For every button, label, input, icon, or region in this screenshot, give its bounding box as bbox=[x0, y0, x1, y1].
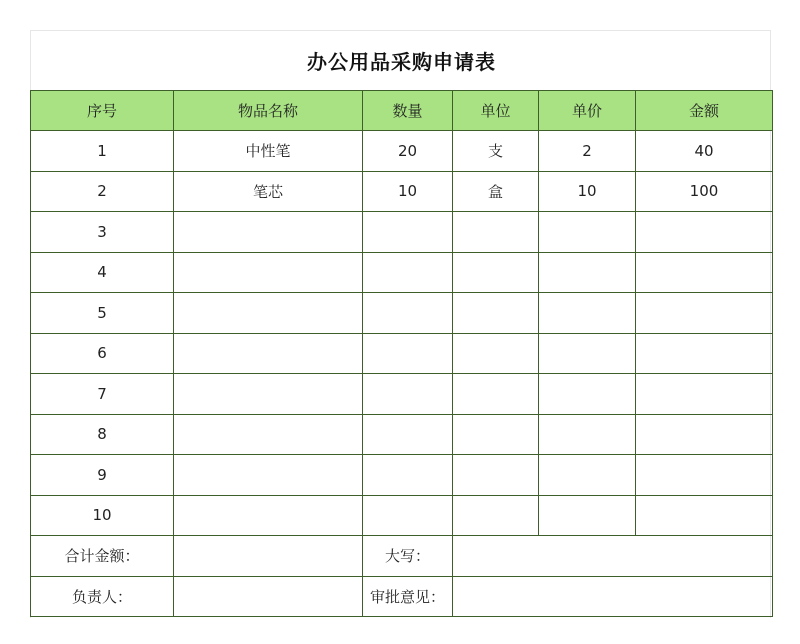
quantity-cell[interactable] bbox=[363, 495, 453, 536]
unit-cell[interactable] bbox=[453, 252, 539, 293]
uppercase-amount-cell[interactable] bbox=[453, 536, 773, 577]
header-item-name: 物品名称 bbox=[174, 91, 363, 131]
table-row bbox=[31, 414, 773, 455]
row-number-cell: 7 bbox=[31, 374, 174, 415]
amount-cell[interactable] bbox=[636, 212, 773, 253]
amount-cell[interactable] bbox=[636, 495, 773, 536]
quantity-cell[interactable] bbox=[363, 293, 453, 334]
unit-cell[interactable] bbox=[453, 414, 539, 455]
item-name-cell[interactable]: 笔芯 bbox=[174, 171, 363, 212]
unit-cell[interactable] bbox=[453, 495, 539, 536]
header-unit: 单位 bbox=[453, 91, 539, 131]
table-row bbox=[31, 333, 773, 374]
unit-price-cell[interactable]: 2 bbox=[539, 131, 636, 172]
unit-price-cell[interactable] bbox=[539, 252, 636, 293]
unit-price-cell[interactable] bbox=[539, 414, 636, 455]
amount-cell[interactable]: 40 bbox=[636, 131, 773, 172]
unit-cell[interactable]: 支 bbox=[453, 131, 539, 172]
item-name-cell[interactable] bbox=[174, 374, 363, 415]
amount-cell[interactable] bbox=[636, 252, 773, 293]
row-number-cell: 8 bbox=[31, 414, 174, 455]
quantity-cell[interactable] bbox=[363, 374, 453, 415]
header-no: 序号 bbox=[31, 91, 174, 131]
row-number-cell: 6 bbox=[31, 333, 174, 374]
item-name-cell[interactable]: 中性笔 bbox=[174, 131, 363, 172]
item-name-cell[interactable] bbox=[174, 455, 363, 496]
unit-price-cell[interactable] bbox=[539, 333, 636, 374]
unit-cell[interactable] bbox=[453, 455, 539, 496]
table-row bbox=[31, 212, 773, 253]
row-number-cell: 1 bbox=[31, 131, 174, 172]
table-row bbox=[31, 252, 773, 293]
table-row bbox=[31, 495, 773, 536]
amount-cell[interactable] bbox=[636, 333, 773, 374]
unit-cell[interactable] bbox=[453, 293, 539, 334]
unit-cell[interactable] bbox=[453, 333, 539, 374]
item-name-cell[interactable] bbox=[174, 495, 363, 536]
approval-row bbox=[31, 576, 773, 617]
quantity-cell[interactable]: 10 bbox=[363, 171, 453, 212]
approval-label: 审批意见： bbox=[363, 576, 453, 617]
unit-price-cell[interactable] bbox=[539, 212, 636, 253]
form-title: 办公用品采购申请表 bbox=[307, 50, 496, 74]
approval-cell[interactable] bbox=[453, 576, 773, 617]
table-row bbox=[31, 455, 773, 496]
quantity-cell[interactable] bbox=[363, 333, 453, 374]
purchase-table bbox=[30, 90, 773, 617]
unit-cell[interactable] bbox=[453, 374, 539, 415]
amount-cell[interactable] bbox=[636, 414, 773, 455]
unit-price-cell[interactable]: 10 bbox=[539, 171, 636, 212]
amount-cell[interactable] bbox=[636, 374, 773, 415]
table-row bbox=[31, 293, 773, 334]
quantity-cell[interactable]: 20 bbox=[363, 131, 453, 172]
item-name-cell[interactable] bbox=[174, 333, 363, 374]
item-name-cell[interactable] bbox=[174, 414, 363, 455]
quantity-cell[interactable] bbox=[363, 212, 453, 253]
quantity-cell[interactable] bbox=[363, 252, 453, 293]
unit-cell[interactable]: 盒 bbox=[453, 171, 539, 212]
unit-price-cell[interactable] bbox=[539, 455, 636, 496]
quantity-cell[interactable] bbox=[363, 414, 453, 455]
header-unit-price: 单价 bbox=[539, 91, 636, 131]
table-row bbox=[31, 131, 773, 172]
item-name-cell[interactable] bbox=[174, 252, 363, 293]
unit-price-cell[interactable] bbox=[539, 374, 636, 415]
table-row bbox=[31, 374, 773, 415]
total-amount-cell[interactable] bbox=[174, 536, 363, 577]
uppercase-label: 大写： bbox=[363, 536, 453, 577]
row-number-cell: 10 bbox=[31, 495, 174, 536]
unit-price-cell[interactable] bbox=[539, 495, 636, 536]
header-row bbox=[31, 91, 773, 131]
row-number-cell: 5 bbox=[31, 293, 174, 334]
row-number-cell: 2 bbox=[31, 171, 174, 212]
unit-price-cell[interactable] bbox=[539, 293, 636, 334]
item-name-cell[interactable] bbox=[174, 212, 363, 253]
header-amount: 金额 bbox=[636, 91, 773, 131]
owner-label: 负责人： bbox=[31, 576, 174, 617]
table-row bbox=[31, 171, 773, 212]
row-number-cell: 9 bbox=[31, 455, 174, 496]
total-amount-label: 合计金额： bbox=[31, 536, 174, 577]
row-number-cell: 3 bbox=[31, 212, 174, 253]
total-row bbox=[31, 536, 773, 577]
header-quantity: 数量 bbox=[363, 91, 453, 131]
amount-cell[interactable] bbox=[636, 293, 773, 334]
item-name-cell[interactable] bbox=[174, 293, 363, 334]
owner-cell[interactable] bbox=[174, 576, 363, 617]
unit-cell[interactable] bbox=[453, 212, 539, 253]
quantity-cell[interactable] bbox=[363, 455, 453, 496]
amount-cell[interactable]: 100 bbox=[636, 171, 773, 212]
amount-cell[interactable] bbox=[636, 455, 773, 496]
row-number-cell: 4 bbox=[31, 252, 174, 293]
